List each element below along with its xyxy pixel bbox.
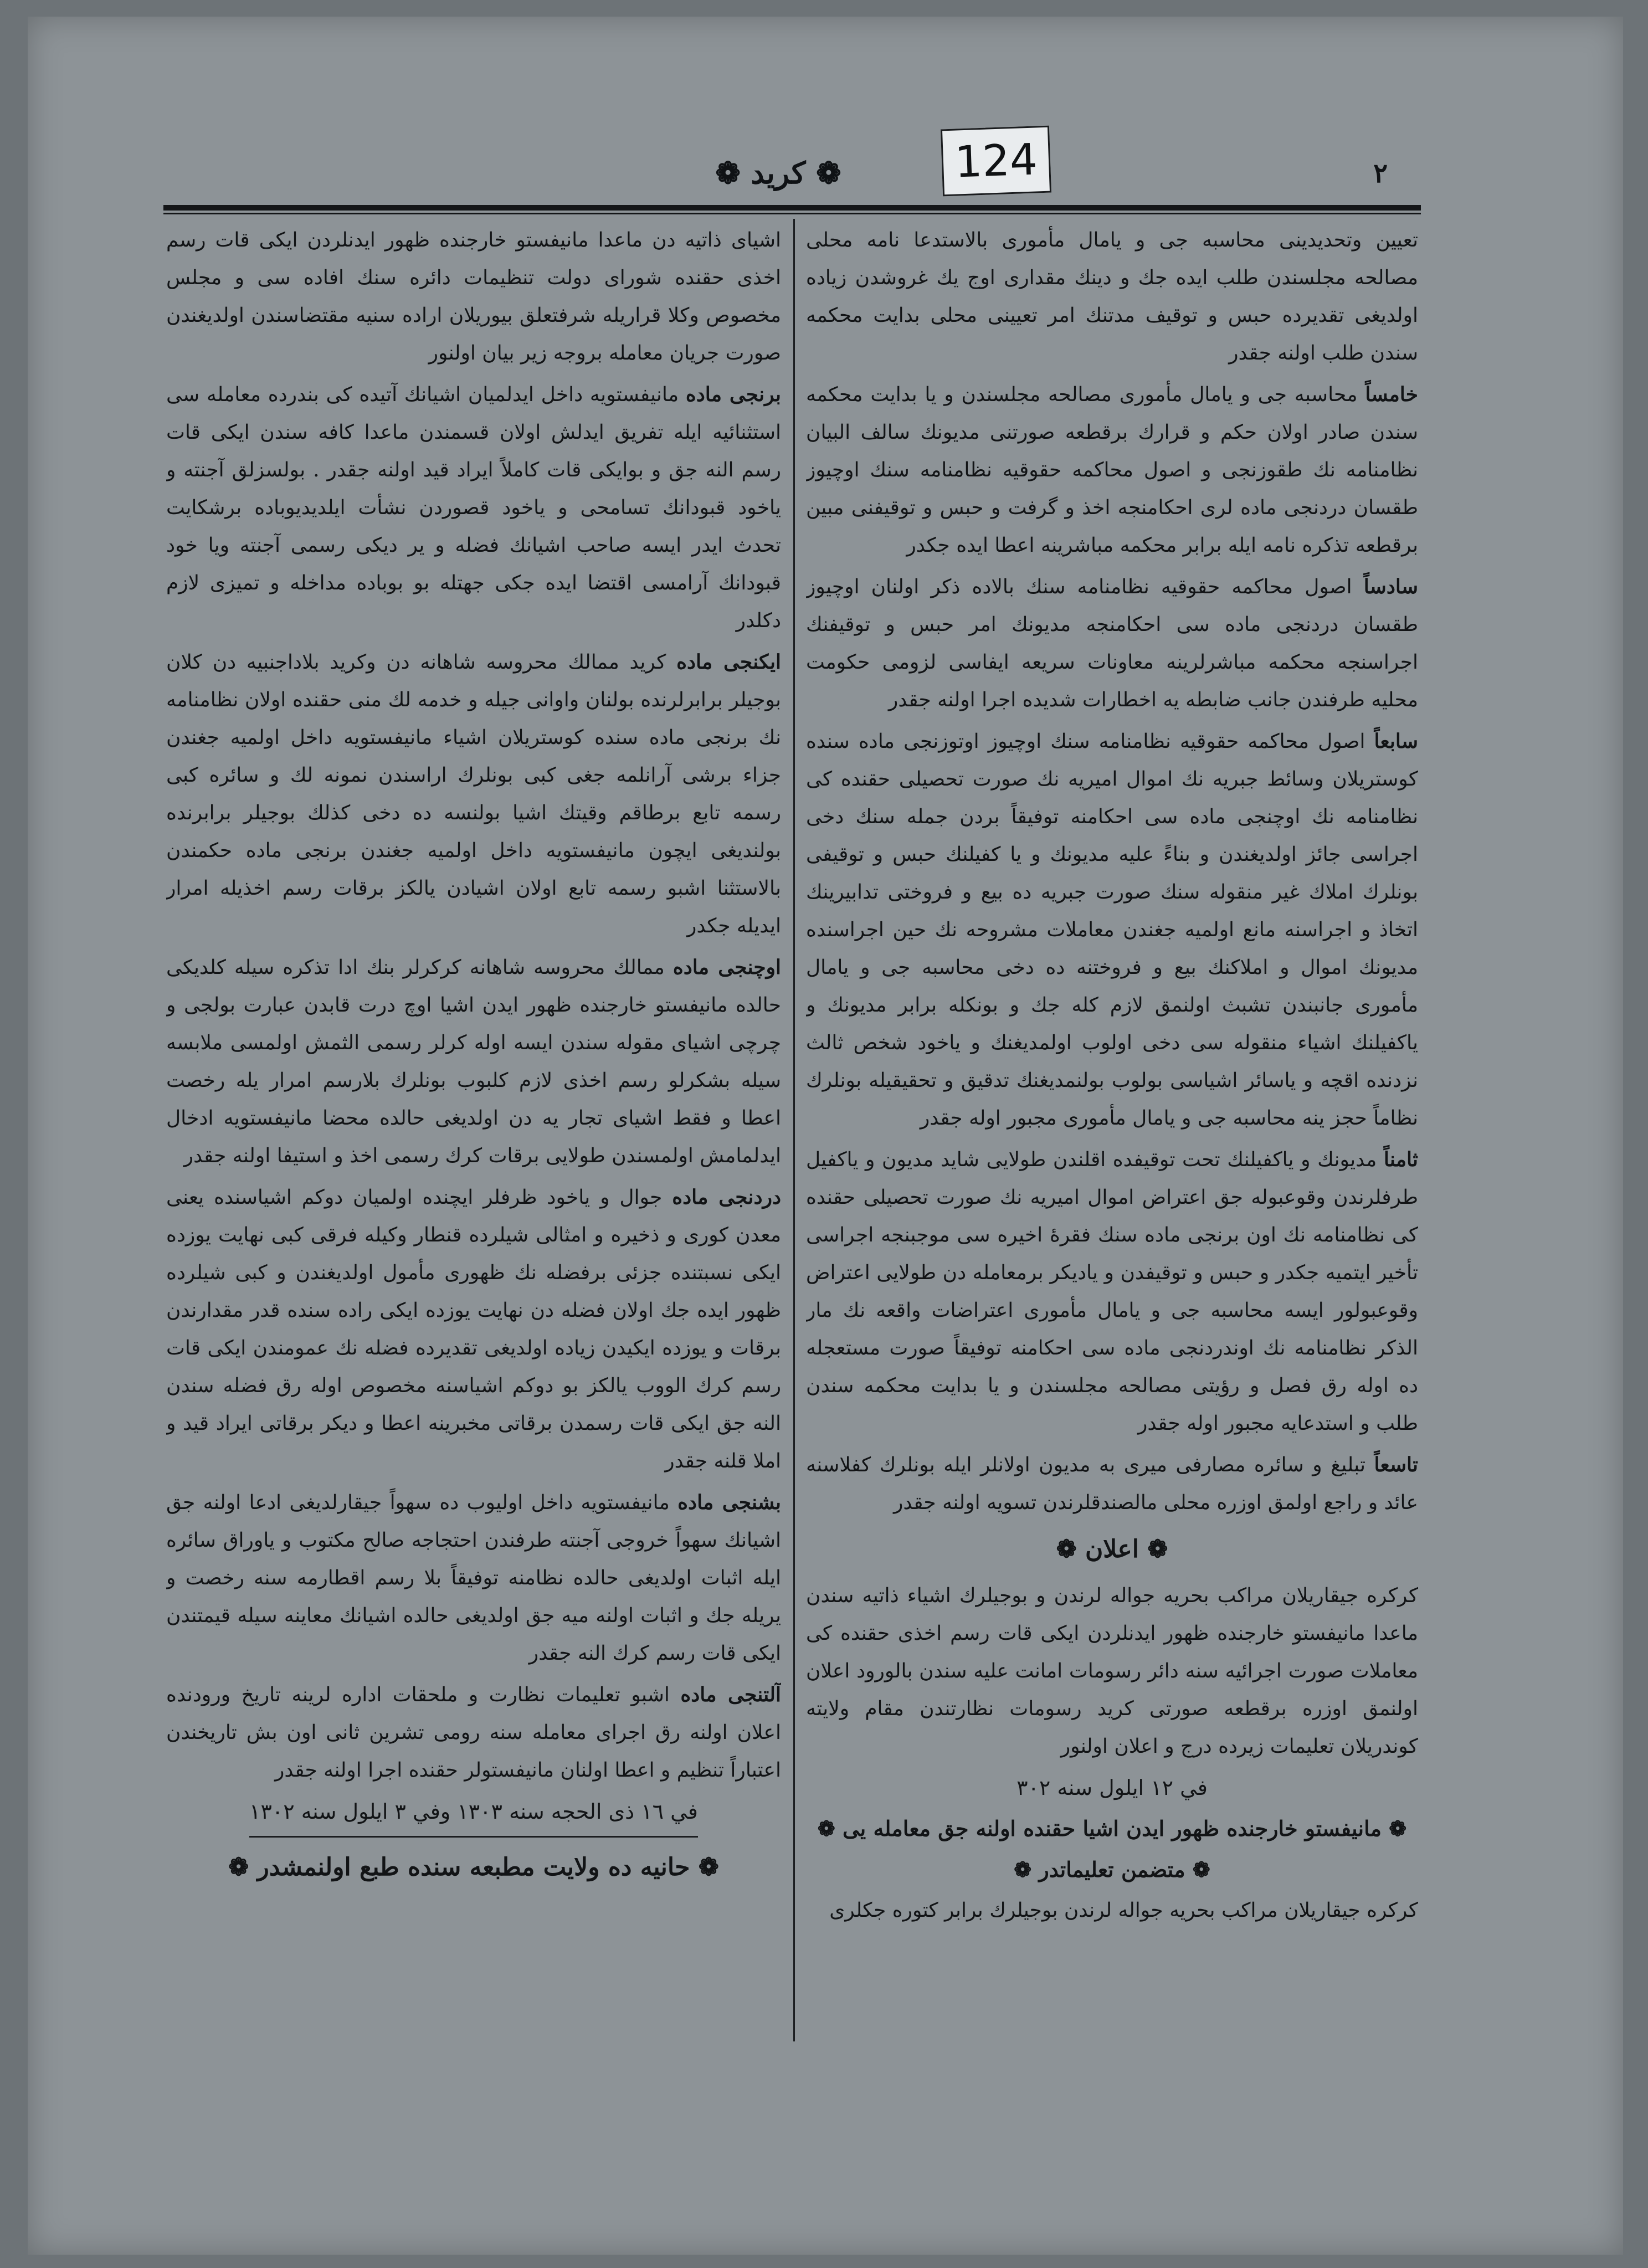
article-paragraph: سادساً اصول محاكمه حقوقيه نظامنامه سنك بالاده ذكر اولنان اوچيوز طقسان دردنجی ماده سی احكامنجه مدیونك امر حبس و توقيفنك اجراسنجه محكمه مباشرلرينه معاونات سريعه ايفاسی لزومی حكومت محليه طرفندن جانب ضابطه يه اخطارات شديده اجرا اولنه جقدر bbox=[806, 575, 1418, 711]
page-number: ٢ bbox=[1373, 158, 1388, 189]
article-paragraph: اشيای ذاتيه دن ماعدا مانيفستو خارجنده ظهور ايدنلردن ايكی قات رسم اخذی حقنده شورای دولت تنظيمات دائره سنك افاده سی و مجلس مخصوص وكلا قراريله شرفتعلق بيوريلان اراده سنيه مقتضاسندن اولديغندن صورت جريان معامله بروجه زير بيان اولنور bbox=[166, 229, 781, 365]
notice-subtitle: ❁ مانيفستو خارجنده ظهور ايدن اشيا حقنده اولنه جق معامله يی ❁ bbox=[817, 1816, 1407, 1841]
footer-rule bbox=[249, 1836, 698, 1838]
notice-title: ❁ اعلان ❁ bbox=[1056, 1535, 1168, 1563]
article-paragraph: برنجی ماده مانيفستويه داخل ايدلميان اشيانك آتيده كی بندرده معامله سی استثنائيه ايله تفريق ايدلش اولان قسمندن ماعدا كافه سندن ايكی قات رسم النه جق و بوايكی قات كاملاً ايراد قيد اولنه جقدر . بولسزلق آجنته و ياخود قبودانك تسامحی و ياخود قصوردن نشأت ايلديديوباده برشكايت تحدث ايدر ايسه صاحب اشيانك فضله و ير ديكی رسمی آجنته ويا خود قبودانك آرامسی اقتضا ايده جكی جهتله بو بوباده مداخله و تميزی لازم دكلدر bbox=[166, 383, 781, 632]
article-paragraph: تعيين وتحديدينی محاسبه جی و يامال مأموری بالاستدعا نامه محلی مصالحه مجلسندن طلب ايده جك و دينك مقداری اوج يك غروشدن زياده اولديغی تقديرده حبس و توقيف مدتنك امر تعيينی محلی بدايت محكمه سندن طلب اولنه جقدر bbox=[806, 229, 1418, 365]
header-rule-thin bbox=[163, 213, 1421, 214]
masthead-title: ❁ كريد ❁ bbox=[715, 155, 841, 191]
article-paragraph: اوچنجی ماده ممالك محروسه شاهانه كركرلر بنك ادا تذكره سيله كلديكی حالده مانيفستو خارجنده ظهور ايدن اشيا اوچ درت قابدن عبارت بولجی و چرچی اشيای مقوله سندن ايسه اوله كرلر رسمی الثمش اولمسی ملابسه سيله بشكرلو رسم اخذی لازم كلبوب بونلرك بلارسم امرار يله رخصت اعطا و فقط اشيای تجار يه دن اولديغی حالده محضا مانيفستويه ادخال ايدلمامش اولمسندن طولايی برقات كرك رسمی اخذ و استيفا اولنه جقدر bbox=[166, 956, 781, 1167]
notice-date: في ١٢ ايلول سنه ٣٠٢ bbox=[1016, 1776, 1208, 1800]
notice-subtitle-2: ❁ متضمن تعليماتدر ❁ bbox=[1014, 1857, 1210, 1882]
article-paragraph: سابعاً اصول محاكمه حقوقيه نظامنامه سنك اوچيوز اوتوزنجی ماده سنده كوستريلان وسائط جبريه نك اموال اميريه نك صورت تحصيلی حقنده كی نظامنامه نك اوچنجی ماده سی احكامنه توفيقاً بردن جمله سنك دخی اجراسی جائز اولديغندن و بناءً عليه مدیونك و يا كفيلنك حبس و توقيفی بونلرك املاك غير منقوله سنك صورت جبريه ده بيع و فروختی تدابيرينك اتخاذ و اجراسنه مانع اولميه جغندن معاملات مشروحه نك حين اجراسنده مدیونك اموال و املاكنك بيع و فروختنه ده دخی محاسبه جی و يامال مأموری جانبندن تشبث اولنمق لازم كله جك و بونكله برابر مدیونك و ياكفيلنك اشياء منقوله سی دخی اولوب اولمديغنك و ياخود شخص ثالث نزدنده اقچه و ياسائر اشياسی بولوب بولنمديغنك تدقيق و تحقيقيله بونلرك نظاماً حجز ينه محاسبه جی و يامال مأموری مجبور اوله جقدر bbox=[806, 730, 1418, 1130]
notice-tail: كركره جيقاريلان مراكب بحريه جواله لرندن بوجيلرك برابر كتوره جكلری bbox=[829, 1899, 1418, 1922]
notice-body: كركره جيقاريلان مراكب بحريه جواله لرندن و بوجيلرك اشياء ذاتيه سندن ماعدا مانيفستو خارجنده ظهور ايدنلردن ايكی قات رسم اخذی حقنده كی معاملات صورت اجرائيه سنه دائر رسومات امانت عليه سندن بالورود اعلان اولنمق اوزره برقطعه صورتی كريد رسومات نظارتندن مقام ولايته كوندريلان تعليمات زيرده درج و اعلان اولنور bbox=[806, 1584, 1418, 1758]
right-column bbox=[806, 222, 1418, 2089]
printer-imprint: ❁ حانيه ده ولايت مطبعه سنده طبع اولنمشدر ❁ bbox=[228, 1853, 719, 1881]
article-paragraph: بشنجی ماده مانيفستويه داخل اوليوب ده سهواً جيقارلديغی ادعا اولنه جق اشيانك سهواً خروجی آجنته طرفندن احتجاجه صالح مكتوب و ياوراق سائره ايله اثبات اولديغی حالده نظامنه توفيقاً بلا رسم اقطارمه سنه رخصت و يريله جك و اثبات اولنه ميه جق اولديغی حالده اشيانك معاينه سيله قيمتندن ايكی قات رسم كرك النه جقدر bbox=[166, 1491, 781, 1665]
column-divider bbox=[793, 219, 795, 2041]
article-paragraph: دردنجی ماده جوال و ياخود ظرفلر ايچنده اولميان دوكم اشياسنده يعنی معدن كوری و ذخيره و امثالی شيلرده قنطار وكيله فرقی كبی نهايت يوزده ايكی نسبتنده جزئی برفضله نك ظهوری مأمول اولديغندن و كبی شيلرده ظهور ايده جك اولان فضله دن نهايت يوزده ايكی راده سنده قدر مقدارندن برقات و يوزده ايكيدن زياده اولديغی تقديرده فضله نك عمومندن ايكی قات رسم كرك الووب يالكز بو دوكم اشياسنه مخصوص اوله رق فضله سندن النه جق ايكی قات رسمدن برقاتی مخبرينه اعطا و ديكر برقاتی ايراد قيد و املا قلنه جقدر bbox=[166, 1186, 781, 1472]
article-paragraph: تاسعاً تبليغ و سائره مصارفی ميری به مدیون اولانلر ايله بونلرك كفلاسنه عائد و راجع اولمق اوزره محلی مالصندقلرندن تسويه اولنه جقدر bbox=[806, 1453, 1418, 1514]
article-paragraph: آلتنجی ماده اشبو تعليمات نظارت و ملحقات اداره لرينه تاريخ ورودنده اعلان اولنه رق اجرای معامله سنه رومی تشرين ثانی اون بش تاريخندن اعتباراً تنظيم و اعطا اولنان مانيفستولر حقنده اجرا اولنه جقدر bbox=[166, 1683, 781, 1782]
decree-date: في ١٦ ذی الحجه سنه ١٣٠٣ وفي ٣ ايلول سنه ١٣٠٢ bbox=[249, 1799, 698, 1824]
article-paragraph: خامساً محاسبه جی و يامال مأموری مصالحه مجلسندن و يا بدايت محكمه سندن صادر اولان حكم و قرارك برقطعه صورتنی مدیونك سالف البيان نظامنامه نك طقوزنجی و اصول محاكمه حقوقيه نظامنامه سنك اوچيوز طقسان دردنجی ماده لری احكامنجه اخذ و گرفت و حبس و توقيفنی مبين برقطعه تذكره نامه ايله برابر محكمه مباشرينه اعطا ايده جكدر bbox=[806, 383, 1418, 557]
archive-stamp: 124 bbox=[941, 126, 1051, 197]
header-rule bbox=[163, 205, 1421, 211]
left-column bbox=[166, 222, 781, 2089]
page-header bbox=[136, 141, 1421, 191]
article-paragraph: ايكنجی ماده كريد ممالك محروسه شاهانه دن وكريد بلاداجنبيه دن كلان بوجيلر برابرلرنده بولنان واوانی جيله و خدمه لك منی حقنده اولان نظامنامه نك برنجی ماده سنده كوستريلان اشياء مانيفستويه داخل اولميه جغندن جزاء برشی آرانلمه جغی كبی بونلرك اراسندن نمونه لك و سائره كبی رسمه تابع برطاقم وقيتك اشيا بولنسه ده دخی كذلك بوجيلر برابرنده بولنديغی ايچون مانيفستويه داخل اولميه جغندن برنجی ماده حكمندن بالاستثنا اشبو رسمه تابع اولان اشيادن يالكز برقات رسم اخذيله امرار ايديله جكدر bbox=[166, 650, 781, 937]
article-paragraph: ثامناً مدیونك و ياكفيلنك تحت توقيفده اقلندن طولايی شايد مدیون و ياكفيل طرفلرندن وقوعبوله جق اعتراض اموال اميريه نك صورت تحصيلی حقنده كی نظامنامه نك اون برنجی ماده سنك فقرۀ اخيره سی موجبنجه اجراسی تأخير ايتميه جكدر و حبس و توقيفدن و ياديكر برمعامله دن طولايی اعتراض وقوعبولور ايسه محاسبه جی و يامال مأموری اعتراضات واقعه نك مار الذكر نظامنامه نك اوندردنجی ماده سی احكامنه توفيقاً صورت مستعجله ده اوله رق فصل و رؤيتی مصالحه مجلسندن و يا بدايت محكمه سندن طلب و استدعايه مجبور اوله جقدر bbox=[806, 1148, 1418, 1435]
